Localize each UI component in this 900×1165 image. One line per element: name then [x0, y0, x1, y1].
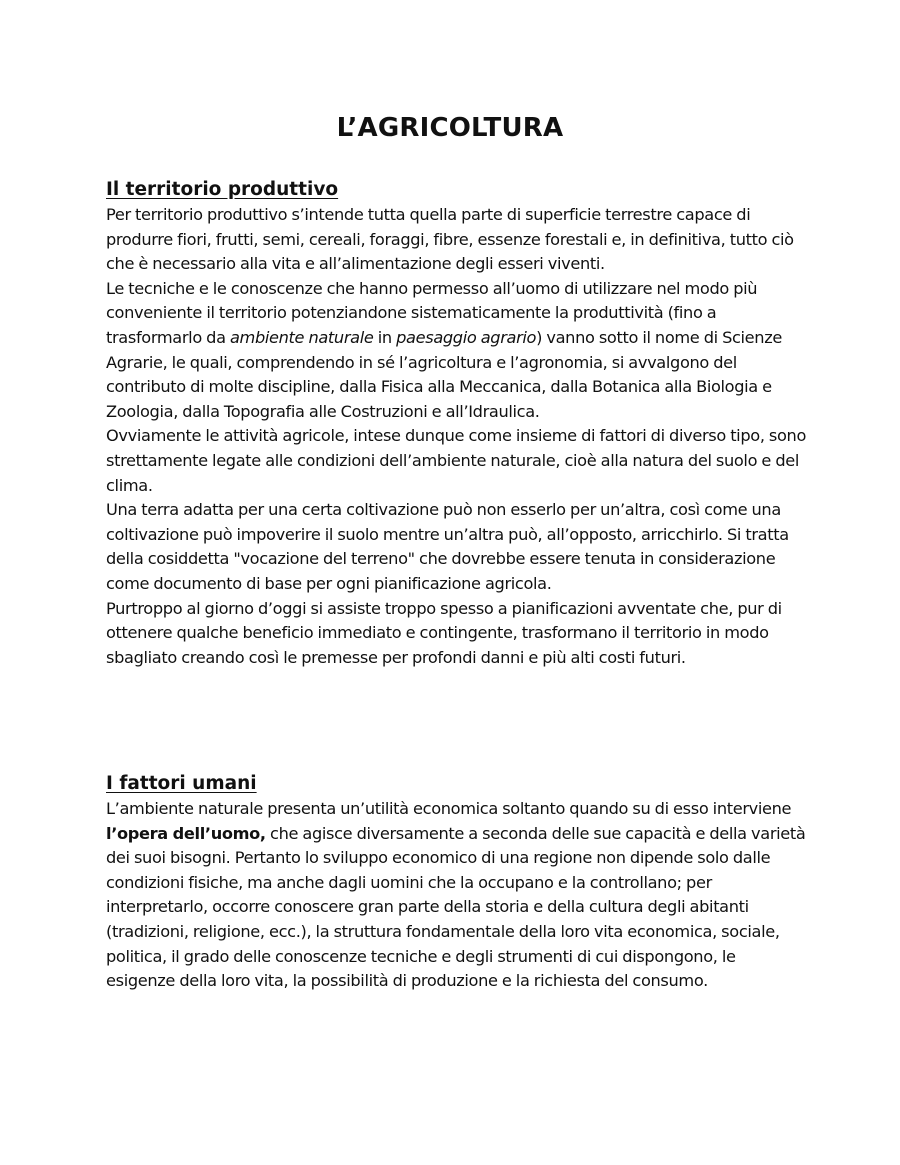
paragraph: Ovviamente le attività agricole, intese dunque come insieme di fattori di diverso tipo, sono strettamente legate alle condizioni dell’ambiente naturale, cioè alla natura del suolo e del clima.: [106, 426, 807, 495]
paragraph: [106, 277, 806, 425]
paragraph: Purtroppo al giorno d’oggi si assiste troppo spesso a pianificazioni avventate che, pur di ottenere qualche beneficio immediato e contingente, trasformano il territorio in modo sbagliato creando così le premesse per profondi danni e più alti costi futuri.: [106, 598, 782, 667]
section-fattori-umani: [106, 772, 806, 994]
paragraph: Una terra adatta per una certa coltivazione può non esserlo per un’altra, così come una coltivazione può impoverire il suolo mentre un’altra può, all’opposto, arricchirlo. Si tratta della cosiddetta "vocazione del terreno" che dovrebbe essere tenuta in considerazione come documento di base per ogni pianificazione agricola.: [106, 500, 789, 593]
paragraph-text: in: [373, 327, 397, 347]
paragraph-text: Le tecniche e le conoscenze che hanno permesso all’uomo di utilizzare nel modo più conveniente il territorio potenziandone sistematicamente la produttività (fino a trasformarlo da: [106, 278, 758, 347]
italic-term: paesaggio agrario: [396, 327, 537, 347]
section-heading: I fattori umani: [106, 773, 257, 794]
section-heading: Il territorio produttivo: [106, 179, 339, 200]
section-territorio-produttivo: [106, 178, 806, 670]
document-title: L’AGRICOLTURA: [336, 113, 564, 143]
paragraph-text: ) vanno sotto il nome di Scienze Agrarie, le quali, comprendendo in sé l’agricoltura e l’agronomia, si avvalgono del contributo di molte discipline, dalla Fisica alla Meccanica, dalla Botanica alla Biologia e Zoologia, dalla Topografia alle Costruzioni e all’Idraulica.: [106, 327, 782, 421]
paragraph: [106, 797, 806, 994]
bold-term: l’opera dell’uomo,: [106, 823, 266, 843]
paragraph: Per territorio produttivo s’intende tutta quella parte di superficie terrestre capace di produrre fiori, frutti, semi, cereali, foraggi, fibre, essenze forestali e, in definitiva, tutto ciò che è necessario alla vita e all’alimentazione degli esseri viventi.: [106, 205, 794, 274]
italic-term: ambiente naturale: [229, 327, 374, 347]
paragraph-text: che agisce diversamente a seconda delle sue capacità e della varietà dei suoi bisogni. Pertanto lo sviluppo economico di una regione non dipende solo dalle condizioni fisiche, ma anche dagli uomini che la occupano e la controllano; per interpretarlo, occorre conoscere gran parte della storia e della cultura degli abitanti (tradizioni, religione, ecc.), la struttura fondamentale della loro vita economica, sociale, politica, il grado delle conoscenze tecniche e degli strumenti di cui dispongono, le esigenze della loro vita, la possibilità di produzione e la richiesta del consumo.: [106, 823, 806, 991]
paragraph-text: L’ambiente naturale presenta un’utilità economica soltanto quando su di esso interviene: [106, 799, 792, 818]
